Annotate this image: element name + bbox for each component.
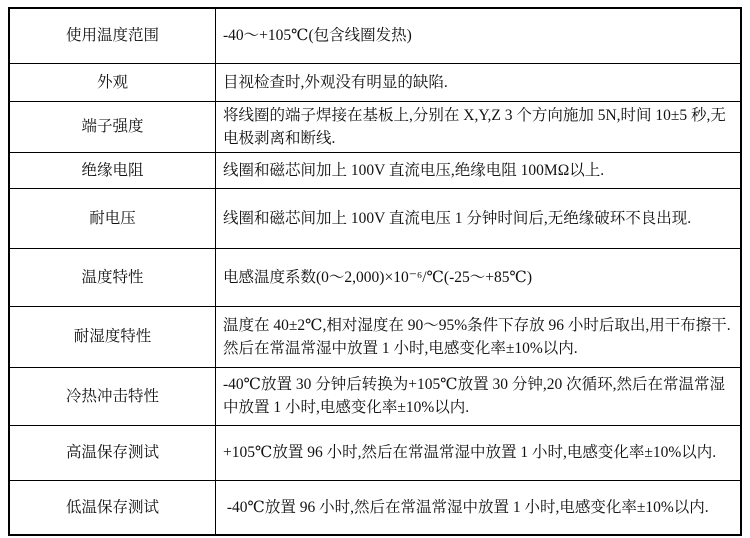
spec-table-body: [9, 8, 741, 535]
spec-value: 温度在 40±2℃,相对湿度在 90～95%条件下存放 96 小时后取出,用干布擦干.然后在常温常湿中放置 1 小时,电感变化率±10%以内.: [216, 306, 742, 367]
table-row: [9, 101, 741, 152]
spec-value: -40℃放置 30 分钟后转换为+105℃放置 30 分钟,20 次循环,然后在常温常湿中放置 1 小时,电感变化率±10%以内.: [216, 367, 742, 425]
table-row: [9, 306, 741, 367]
spec-label: 温度特性: [9, 248, 216, 306]
spec-label: 耐电压: [9, 188, 216, 248]
spec-label: 耐湿度特性: [9, 306, 216, 367]
spec-label: 高温保存测试: [9, 425, 216, 480]
spec-value: 线圈和磁芯间加上 100V 直流电压 1 分钟时间后,无绝缘破环不良出现.: [216, 188, 742, 248]
spec-value: 将线圈的端子焊接在基板上,分别在 X,Y,Z 3 个方向施加 5N,时间 10±5 秒,无电极剥离和断线.: [216, 101, 742, 152]
spec-table: [8, 7, 742, 536]
table-row: [9, 248, 741, 306]
spec-label: 低温保存测试: [9, 480, 216, 535]
spec-label: 冷热冲击特性: [9, 367, 216, 425]
table-row: [9, 152, 741, 188]
spec-value: -40℃放置 96 小时,然后在常温常湿中放置 1 小时,电感变化率±10%以内.: [216, 480, 742, 535]
spec-value: 电感温度系数(0～2,000)×10⁻⁶/℃(-25～+85℃): [216, 248, 742, 306]
table-row: [9, 63, 741, 101]
spec-label: 使用温度范围: [9, 8, 216, 63]
spec-value: -40～+105℃(包含线圈发热): [216, 8, 742, 63]
table-row: [9, 8, 741, 63]
spec-label: 外观: [9, 63, 216, 101]
table-row: [9, 188, 741, 248]
spec-value: 线圈和磁芯间加上 100V 直流电压,绝缘电阻 100MΩ以上.: [216, 152, 742, 188]
table-row: [9, 425, 741, 480]
spec-value: +105℃放置 96 小时,然后在常温常湿中放置 1 小时,电感变化率±10%以内.: [216, 425, 742, 480]
spec-value: 目视检查时,外观没有明显的缺陷.: [216, 63, 742, 101]
table-row: [9, 480, 741, 535]
spec-label: 绝缘电阻: [9, 152, 216, 188]
table-row: [9, 367, 741, 425]
spec-label: 端子强度: [9, 101, 216, 152]
